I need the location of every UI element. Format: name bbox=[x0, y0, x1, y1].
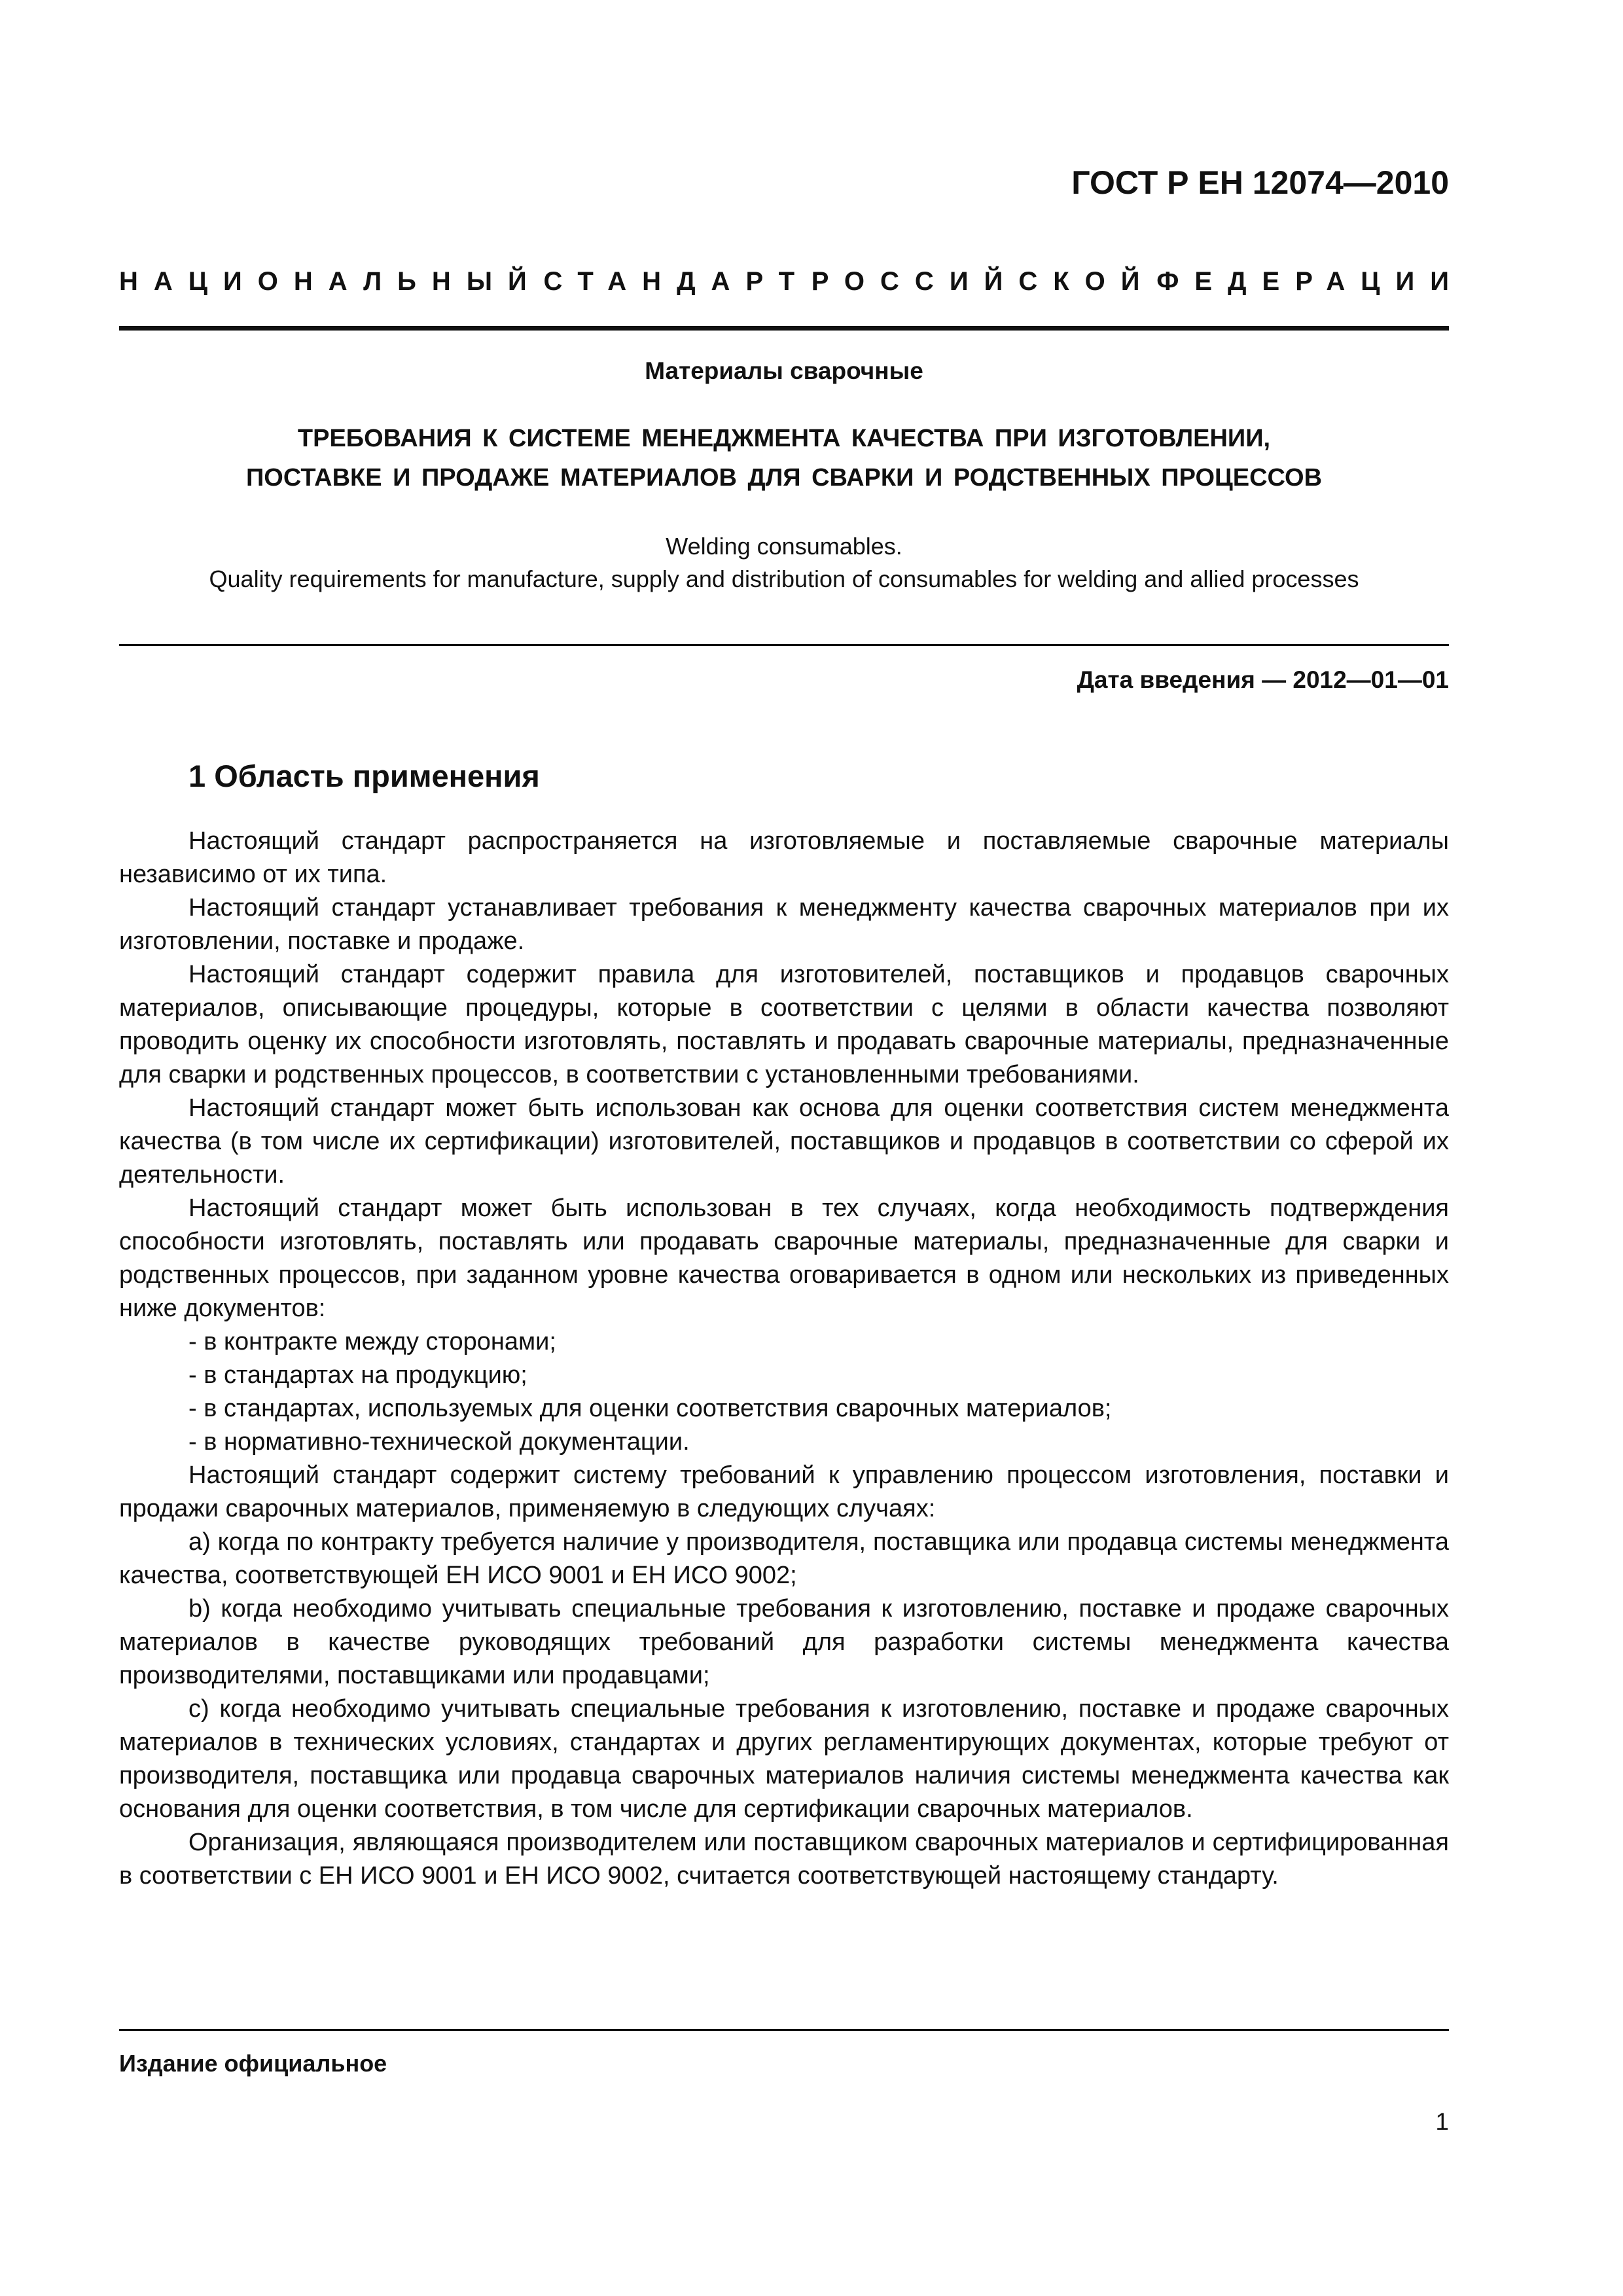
title-divider bbox=[119, 644, 1449, 646]
standard-designation: ГОСТ Р ЕН 12074—2010 bbox=[1071, 164, 1449, 201]
paragraph: Настоящий стандарт устанавливает требования к менеджменту качества сварочных материалов при их изготовлении, поставке и продаже. bbox=[119, 894, 1449, 955]
list-item: - в нормативно-технической документации. bbox=[188, 1428, 690, 1456]
national-standard-word: ФЕДЕРАЦИИ bbox=[1156, 267, 1465, 296]
section-body bbox=[119, 825, 1449, 1893]
title-russian bbox=[119, 419, 1449, 497]
official-edition-note: Издание официальное bbox=[119, 2050, 387, 2077]
paragraph: Настоящий стандарт содержит правила для изготовителей, поставщиков и продавцов сварочных материалов, описывающие процедуры, которые в соответствии с целями в области качества позволяют проводить оценку их способности изготовлять, поставлять и продавать сварочные материалы, предназначенные для сварки и родственных процессов, в соответствии с установленными требованиями. bbox=[119, 961, 1449, 1088]
list-item-c: c) когда необходимо учитывать специальные требования к изготовлению, поставке и продаже сварочных материалов в технических условиях, стандартах и других регламентирующих документах, которые требуют от производителя, поставщика или продавца сварочных материалов наличия системы менеджмента качества как основания для оценки соответствия, в том числе для сертификации сварочных материалов. bbox=[119, 1695, 1449, 1823]
national-standard-word: РОССИЙСКОЙ bbox=[811, 267, 1156, 296]
paragraph: Настоящий стандарт распространяется на изготовляемые и поставляемые сварочные материалы независимо от их типа. bbox=[119, 827, 1449, 888]
paragraph: Настоящий стандарт содержит систему требований к управлению процессом изготовления, поставки и продажи сварочных материалов, применяемую в следующих случаях: bbox=[119, 1462, 1449, 1522]
document-subject: Материалы сварочные bbox=[645, 357, 923, 384]
introduction-date: Дата введения — 2012—01—01 bbox=[1077, 666, 1449, 693]
title-english-line: Quality requirements for manufacture, supply and distribution of consumables for welding and allied processes bbox=[209, 565, 1359, 592]
footer-divider bbox=[119, 2029, 1449, 2031]
paragraph: Настоящий стандарт может быть использован в тех случаях, когда необходимость подтверждения способности изготовлять, поставлять или продавать сварочные материалы, предназначенные для сварки и родственных процессов, при заданном уровне качества оговаривается в одном или нескольких из приведенных ниже документов: bbox=[119, 1194, 1449, 1322]
list-item-b: b) когда необходимо учитывать специальные требования к изготовлению, поставке и продаже сварочных материалов в качестве руководящих требований для разработки системы менеджмента качества производителями, поставщиками или продавцами; bbox=[119, 1595, 1449, 1689]
paragraph: Организация, являющаяся производителем или поставщиком сварочных материалов и сертифицированная в соответствии с ЕН ИСО 9001 и ЕН ИСО 9002, считается соответствующей настоящему стандарту. bbox=[119, 1829, 1449, 1890]
title-russian-line: ПОСТАВКЕ И ПРОДАЖЕ МАТЕРИАЛОВ ДЛЯ СВАРКИ И РОДСТВЕННЫХ ПРОЦЕССОВ bbox=[245, 464, 1323, 492]
section-title: 1 Область применения bbox=[188, 759, 540, 793]
list-item-a: a) когда по контракту требуется наличие у производителя, поставщика или продавца системы менеджмента качества, соответствующей ЕН ИСО 9001 и ЕН ИСО 9002; bbox=[119, 1528, 1449, 1589]
list-item: - в стандартах, используемых для оценки соответствия сварочных материалов; bbox=[188, 1395, 1112, 1422]
title-russian-line: ТРЕБОВАНИЯ К СИСТЕМЕ МЕНЕДЖМЕНТА КАЧЕСТВА ПРИ ИЗГОТОВЛЕНИИ, bbox=[297, 425, 1271, 452]
title-english bbox=[119, 530, 1449, 596]
national-standard-word: СТАНДАРТ bbox=[543, 267, 811, 296]
list-item: - в стандартах на продукцию; bbox=[188, 1361, 527, 1389]
national-standard-heading bbox=[119, 267, 1465, 296]
page-number: 1 bbox=[1435, 2108, 1449, 2135]
list-item: - в контракте между сторонами; bbox=[188, 1328, 556, 1355]
national-standard-word: НАЦИОНАЛЬНЫЙ bbox=[119, 267, 543, 296]
header-divider bbox=[119, 326, 1449, 331]
paragraph: Настоящий стандарт может быть использован как основа для оценки соответствия систем менеджмента качества (в том числе их сертификации) изготовителей, поставщиков и продавцов в соответствии со сферой их деятельности. bbox=[119, 1094, 1449, 1189]
title-english-line: Welding consumables. bbox=[666, 533, 902, 560]
